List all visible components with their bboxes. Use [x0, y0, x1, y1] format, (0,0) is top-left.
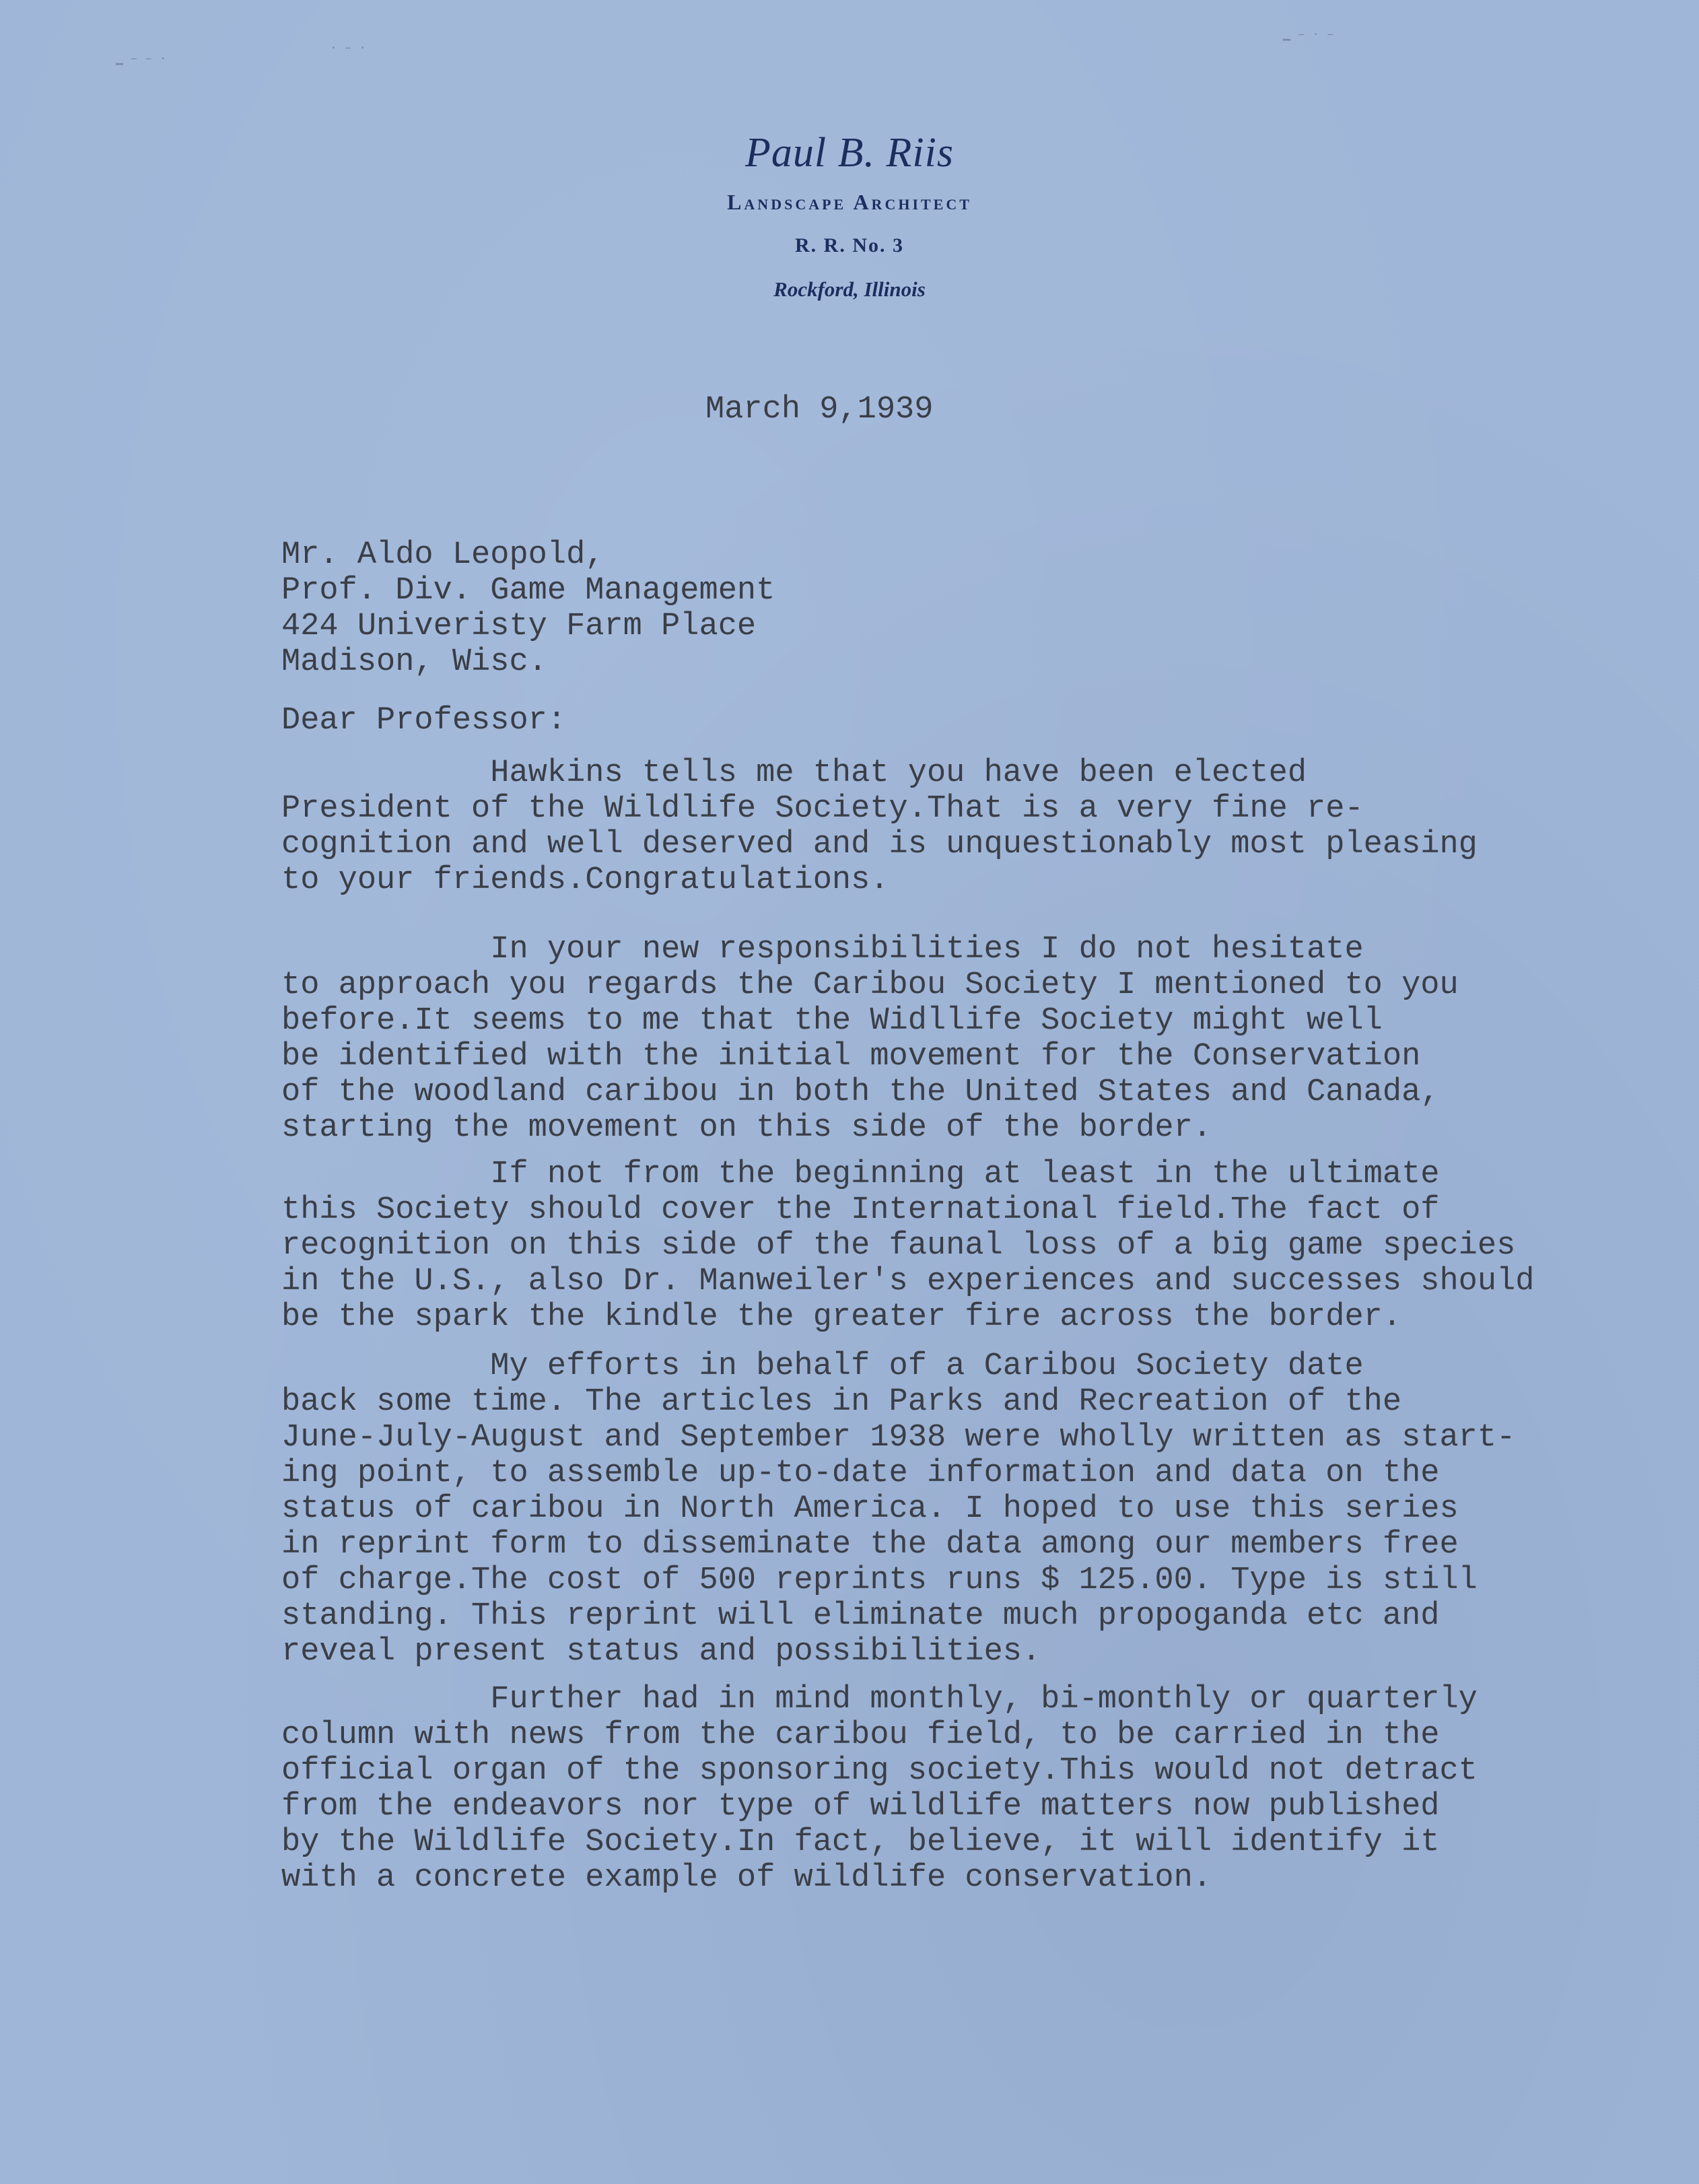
- paragraph-line: be the spark the kindle the greater fire across the border.: [281, 1299, 1402, 1335]
- salutation: Dear Professor:: [281, 703, 567, 739]
- paragraph-line: to approach you regards the Caribou Society I mentioned to you: [281, 967, 1459, 1003]
- paragraph-line: this Society should cover the International field.The fact of: [281, 1192, 1440, 1228]
- recipient-address: [281, 537, 775, 680]
- stray-mark: ▁ ‒ · ‒: [1283, 28, 1334, 42]
- letterhead-address: R. R. No. 3: [795, 234, 904, 257]
- recipient-line: Madison, Wisc.: [281, 644, 547, 680]
- letterhead-title: Landscape Architect: [727, 190, 972, 214]
- paragraph-line: If not from the beginning at least in the ultimate: [281, 1157, 1440, 1192]
- paragraph-line: to your friends.Congratulations.: [281, 862, 889, 898]
- paragraph-line: in the U.S., also Dr. Manweiler's experiences and successes should: [281, 1264, 1535, 1299]
- paragraph-line: recognition on this side of the faunal loss of a big game species: [281, 1228, 1516, 1264]
- letter-date: March 9,1939: [705, 392, 934, 428]
- recipient-line: Mr. Aldo Leopold,: [281, 537, 604, 573]
- paragraph-line: ing point, to assemble up-to-date information and data on the: [281, 1456, 1440, 1491]
- body-paragraph: [281, 932, 1459, 1146]
- paragraph-line: status of caribou in North America. I hoped to use this series: [281, 1491, 1459, 1527]
- body-paragraph: [281, 1349, 1515, 1670]
- paragraph-line: before.It seems to me that the Widllife Society might well: [281, 1003, 1383, 1039]
- paragraph-line: June-July-August and September 1938 were wholly written as start-: [281, 1420, 1516, 1456]
- paragraph-line: with a concrete example of wildlife conservation.: [281, 1860, 1212, 1896]
- paragraph-line: Further had in mind monthly, bi-monthly or quarterly: [281, 1682, 1478, 1717]
- paragraph-line: of charge.The cost of 500 reprints runs $ 125.00. Type is still: [281, 1563, 1478, 1598]
- letterhead-city: Rockford, Illinois: [773, 277, 926, 301]
- letterhead-name: Paul B. Riis: [745, 130, 954, 176]
- paragraph-line: In your new responsibilities I do not hesitate: [281, 932, 1364, 967]
- paragraph-line: of the woodland caribou in both the United States and Canada,: [281, 1074, 1440, 1110]
- paragraph-line: Hawkins tells me that you have been elected: [281, 755, 1307, 791]
- paragraph-line: official organ of the sponsoring society.This would not detract: [281, 1753, 1478, 1789]
- paragraph-line: column with news from the caribou field, to be carried in the: [281, 1717, 1440, 1753]
- recipient-line: Prof. Div. Game Management: [281, 573, 775, 609]
- paragraph-line: be identified with the initial movement for the Conservation: [281, 1039, 1421, 1074]
- body-paragraph: [281, 755, 1478, 898]
- paragraph-line: cognition and well deserved and is unquestionably most pleasing: [281, 827, 1478, 862]
- paragraph-line: back some time. The articles in Parks and Recreation of the: [281, 1384, 1402, 1420]
- paragraph-line: My efforts in behalf of a Caribou Society date: [281, 1349, 1364, 1384]
- body-paragraph: [281, 1682, 1478, 1896]
- body-paragraph: [281, 1157, 1535, 1335]
- stray-mark: ▁ ‒ ‒ ·: [116, 53, 167, 66]
- paragraph-line: reveal present status and possibilities.: [281, 1634, 1041, 1670]
- paragraph-line: in reprint form to disseminate the data among our members free: [281, 1527, 1459, 1563]
- paragraph-line: by the Wildlife Society.In fact, believe, it will identify it: [281, 1824, 1440, 1860]
- paragraph-line: standing. This reprint will eliminate much propoganda etc and: [281, 1598, 1440, 1634]
- paragraph-line: from the endeavors nor type of wildlife matters now published: [281, 1789, 1440, 1824]
- paragraph-line: President of the Wildlife Society.That is a very fine re-: [281, 791, 1364, 827]
- recipient-line: 424 Univeristy Farm Place: [281, 609, 757, 644]
- stray-mark: · ‒ ·: [330, 42, 367, 55]
- paragraph-line: starting the movement on this side of the border.: [281, 1110, 1212, 1146]
